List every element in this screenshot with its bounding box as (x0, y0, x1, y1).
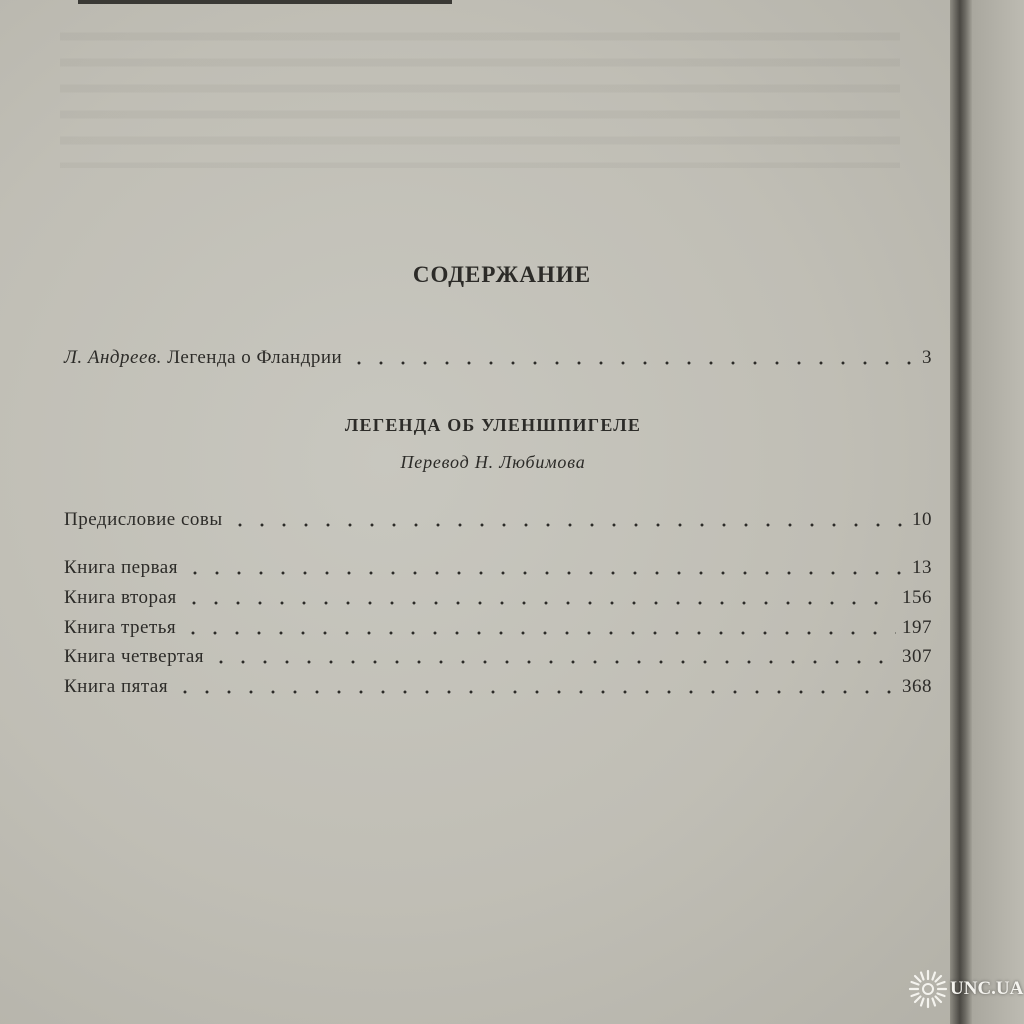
toc-entry-label: Книга пятая (64, 676, 169, 697)
toc-entry (64, 557, 932, 583)
toc-entry-label: Книга третья (64, 617, 177, 638)
leader-dots (184, 570, 906, 576)
toc-entry-label: Книга первая (64, 557, 178, 578)
toc-entry-label: Книга четвертая (64, 646, 205, 667)
toc-entry (64, 646, 932, 672)
leader-dots (174, 689, 896, 695)
top-rule (78, 0, 452, 4)
leader-dots (182, 630, 896, 636)
section-translator: Перевод Н. Любимова (400, 452, 586, 472)
toc-entry-page: 3 (922, 347, 932, 368)
show-through-text (60, 18, 900, 168)
toc-entry (64, 617, 932, 643)
sunburst-icon (908, 969, 948, 1009)
toc-entry-intro (64, 347, 932, 373)
toc-entry (64, 509, 932, 535)
toc-entry-page: 368 (902, 676, 932, 697)
section-title: ЛЕГЕНДА ОБ УЛЕНШПИГЕЛЕ (344, 415, 642, 435)
watermark (908, 964, 1023, 1014)
toc-entry (64, 587, 932, 613)
leader-dots (229, 522, 906, 528)
toc-entry-page: 156 (902, 587, 932, 608)
toc-entry-page: 307 (902, 646, 932, 667)
leader-dots (348, 360, 916, 366)
toc-entry-page: 10 (912, 509, 932, 530)
toc-entry-page: 13 (912, 557, 932, 578)
leader-dots (183, 600, 896, 606)
page-title: СОДЕРЖАНИЕ (412, 262, 592, 287)
book-gutter (950, 0, 972, 1024)
toc-entry-label: Предисловие совы (64, 509, 223, 530)
watermark-text: UNC.UA (950, 978, 1024, 999)
toc-entry-title: Легенда о Фландрии (167, 347, 343, 368)
next-page-edge (972, 0, 1024, 1024)
leader-dots (210, 659, 896, 665)
toc-entry-author: Л. Андреев. (64, 347, 162, 368)
toc-entry-label (64, 347, 348, 369)
toc-entry-label: Книга вторая (64, 587, 177, 608)
toc-entry (64, 676, 932, 702)
toc-entry-page: 197 (902, 617, 932, 638)
